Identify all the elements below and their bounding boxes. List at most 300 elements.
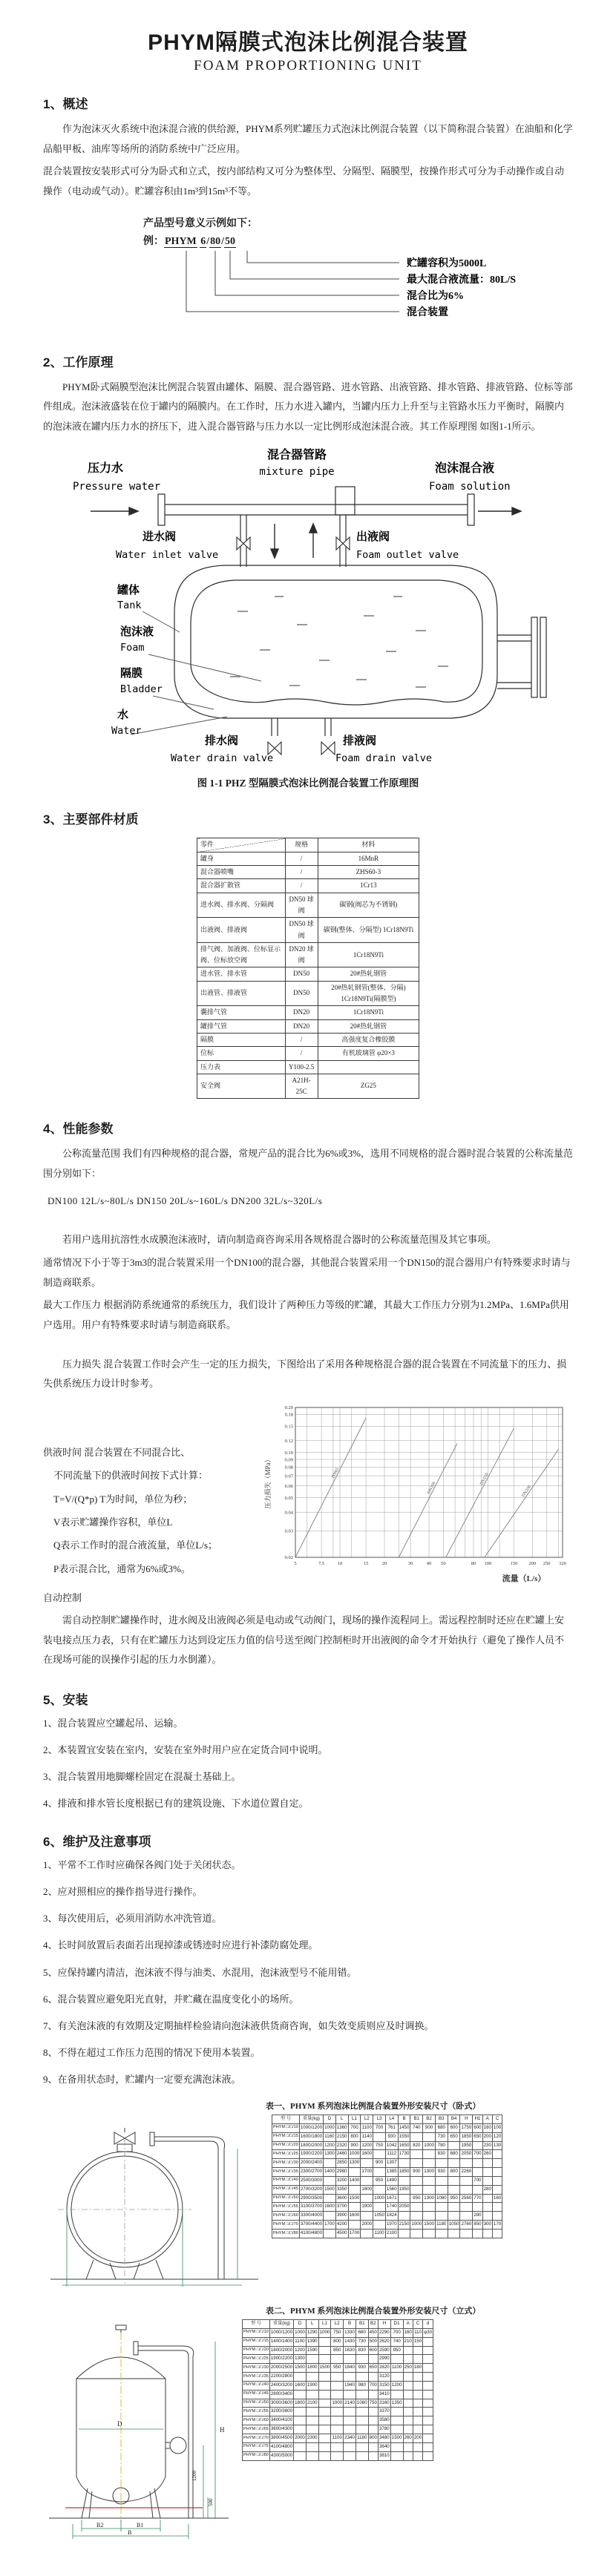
table-row — [243, 2408, 433, 2416]
table-cell — [324, 2194, 336, 2203]
table-cell: 2400/3200 — [269, 2381, 293, 2390]
table-cell: 2000/2400 — [299, 2159, 323, 2168]
table-cell — [306, 2425, 318, 2434]
table-cell: 750 — [331, 2328, 344, 2337]
table-row — [243, 2399, 433, 2408]
table-cell — [294, 2442, 307, 2451]
table-cell — [398, 2159, 410, 2168]
table-row — [272, 2203, 502, 2212]
table-cell: 950 — [410, 2194, 423, 2203]
table-cell — [403, 2381, 413, 2390]
table-cell: 1300 — [294, 2355, 307, 2364]
table-cell: 1000 — [348, 2150, 361, 2159]
column-header: D1 — [390, 2320, 403, 2329]
table-row — [243, 2364, 433, 2373]
table-cell: / — [285, 1033, 318, 1046]
table-2-row — [43, 2319, 573, 2542]
table-cell: 210 — [403, 2337, 413, 2346]
column-header: 型 号 — [272, 2115, 300, 2124]
table-cell: 180 — [482, 2123, 492, 2132]
table-cell: / — [285, 879, 318, 893]
table-cell: 450 — [368, 2328, 378, 2337]
table-cell: 1740 — [385, 2203, 398, 2212]
table-cell: 761 — [385, 2123, 398, 2132]
svg-text:0.06: 0.06 — [284, 1483, 293, 1489]
section-4-paragraph-4: 最大工作压力 根据消防系统通常的系统压力，我们设计了两种压力等级的贮罐，其最大工作压力分别为1.2MPa、1.6MPa供用户选用。用户有特殊要求时请与制造商联系。 — [43, 1299, 569, 1330]
valve-symbols — [237, 537, 350, 755]
column-header: L1 — [348, 2115, 361, 2124]
table-cell — [331, 2416, 344, 2425]
table-row — [243, 2355, 433, 2364]
table-cell: / — [285, 866, 318, 879]
table-cell: 3700/4400 — [299, 2221, 323, 2230]
svg-text:流量（L/s）: 流量（L/s） — [502, 1574, 546, 1583]
table-cell — [373, 2150, 386, 2159]
list-item: 1、平常不工作时应确保各阀门处于关闭状态。 — [43, 1859, 241, 1871]
table-cell: 950 — [390, 2346, 403, 2355]
table-cell — [344, 2390, 356, 2399]
table-cell: 1500 — [318, 2364, 331, 2373]
table-cell — [318, 2381, 331, 2390]
table-cell — [403, 2390, 413, 2399]
table-cell: PHYM □/□/60 — [243, 2416, 270, 2425]
list-item: 6、混合装置应避免阳光直射，并贮藏在温度变化小的场所。 — [43, 1993, 299, 2005]
table-cell: 1800 — [361, 2185, 373, 2194]
table-cell — [306, 2416, 318, 2425]
table-cell: 1850 — [460, 2132, 473, 2141]
table-cell: PHYM □/□/10 — [272, 2123, 300, 2132]
table-cell — [355, 2355, 368, 2364]
table-cell — [413, 2373, 422, 2382]
supply-time-block — [43, 1400, 261, 1611]
table-cell: 1590 — [306, 2346, 318, 2355]
table-cell — [318, 2416, 331, 2425]
table-cell: 1550 — [398, 2132, 410, 2141]
performance-row — [43, 1400, 573, 1611]
table-cell — [318, 2390, 331, 2399]
table-cell: PHYM □/□/35 — [243, 2373, 270, 2382]
table-cell: 1000 — [410, 2221, 423, 2230]
list-item: 2、应对照相应的操作指导进行操作。 — [43, 1886, 203, 1898]
table-cell: 1100 — [331, 2434, 344, 2443]
table-cell: 20#热轧钢管 — [318, 967, 419, 981]
table-cell — [361, 2230, 373, 2238]
section-1-heading: 1、概述 — [43, 97, 88, 111]
label-pressure-water-zh: 压力水 — [88, 462, 124, 476]
table-cell — [435, 2185, 448, 2194]
table-cell: 1940 — [344, 2381, 356, 2390]
table-cell: 3800/4500 — [269, 2434, 293, 2443]
table-cell: 2560 — [460, 2194, 473, 2203]
table-cell — [423, 2425, 433, 2434]
table-cell — [390, 2442, 403, 2451]
table-1-row — [43, 2115, 573, 2293]
auto-control-paragraph: 需自动控制贮罐操作时，进水阀及出液阀必须是电动或气动阀门，现场的操作流程同上。需远程控制时还应在贮罐上安装电接点压力表，只有在贮罐压力达到设定压力值的信号送至阀门控制柜时开出液阀的命令才开始执行（避免了操作人员不在现场可能的误操作引起的压力水倒灌）。 — [43, 1614, 565, 1666]
label-bladder-zh: 隔膜 — [120, 668, 143, 680]
table-cell: 1400 — [348, 2176, 361, 2185]
table-cell: PHYM □/□/30 — [243, 2364, 270, 2373]
list-item: 4、长时间放置后表面若出现掉漆或锈迹时应进行补漆防腐处理。 — [43, 1939, 318, 1951]
table-cell: PHYM □/□/75 — [243, 2442, 270, 2451]
table-cell: 1900 — [306, 2381, 318, 2390]
table-cell: 2200/2800 — [269, 2373, 293, 2382]
table-cell: 110 — [413, 2328, 422, 2337]
table-cell: 1080 — [355, 2399, 368, 2408]
table-cell: 1100 — [361, 2123, 373, 2132]
auto-control-heading: 自动控制 — [43, 1591, 82, 1603]
table-cell — [492, 2168, 502, 2177]
table-cell — [473, 2141, 482, 2150]
table-cell: 1400 — [324, 2168, 336, 2177]
table-cell: 1800/2000 — [299, 2141, 323, 2150]
table-row — [197, 879, 419, 893]
table-cell: 780 — [435, 2141, 448, 2150]
table-cell: PHYM □/□/70 — [272, 2221, 300, 2230]
table-cell — [318, 2346, 331, 2355]
table-row — [272, 2168, 502, 2177]
list-item: 3、混合装置用地脚螺栓固定在混凝土基础上。 — [43, 1771, 241, 1782]
table-cell: PHYM □/□/80 — [243, 2451, 270, 2460]
table-cell — [390, 2425, 403, 2434]
table-cell — [348, 2203, 361, 2212]
column-header: B1 — [355, 2320, 368, 2329]
table-cell: 1970 — [385, 2221, 398, 2230]
dim-label-500: 500 — [208, 2498, 214, 2507]
table-cell — [460, 2159, 473, 2168]
table-cell: 950 — [331, 2364, 344, 2373]
table-cell — [318, 2408, 331, 2416]
table-cell — [294, 2390, 307, 2399]
column-header: 材料 — [318, 838, 419, 852]
table-row — [197, 942, 419, 967]
table-cell: 2050 — [460, 2150, 473, 2159]
table-cell: PHYM □/□/55 — [243, 2408, 270, 2416]
label-tank-en: Tank — [117, 599, 142, 612]
table-cell — [410, 2230, 423, 2238]
table-cell — [410, 2132, 423, 2141]
model-diagram-intro: 产品型号意义示例如下： — [143, 217, 258, 229]
table-cell — [482, 2159, 492, 2168]
svg-text:0.04: 0.04 — [284, 1510, 293, 1516]
table-cell: 1307 — [385, 2159, 398, 2168]
figure-1-1 — [43, 441, 573, 767]
table-cell: 700 — [390, 2328, 403, 2337]
table-cell: 1490 — [385, 2176, 398, 2185]
table-cell — [403, 2425, 413, 2434]
data-table — [242, 2319, 433, 2461]
table-cell: 930 — [435, 2168, 448, 2177]
table-cell: DN50 — [285, 967, 318, 981]
column-header: L3 — [373, 2115, 386, 2124]
table-row — [243, 2328, 433, 2337]
table-cell — [331, 2355, 344, 2364]
dim-label-1200: 1200 — [191, 2471, 197, 2482]
table-cell: 1000/1200 — [269, 2328, 293, 2337]
svg-text:10: 10 — [337, 1560, 343, 1566]
table-cell: 600 — [473, 2123, 482, 2132]
table-cell: / — [285, 1047, 318, 1060]
table-cell — [448, 2159, 460, 2168]
section-4-paragraph-3: 通常情况下小于等于3m3的混合装置采用一个DN100的混合器，其他混合装置采用一个DN150的混合器用户有特殊要求时请与制造商联系。 — [43, 1256, 571, 1288]
table-cell — [473, 2203, 482, 2212]
table-cell: 1600 — [294, 2381, 307, 2390]
table-cell: 20#热轧钢管(整体、分隔) 1Cr18N9Ti(隔膜型) — [318, 981, 419, 1006]
table-cell: 1200 — [294, 2346, 307, 2355]
table-cell: PHYM □/□/15 — [272, 2132, 300, 2141]
table-cell: DN50 — [285, 981, 318, 1006]
table-cell: 3810 — [378, 2451, 390, 2460]
table-cell: 1100 — [390, 2364, 403, 2373]
table-cell: 1100 — [373, 2230, 386, 2238]
table-row — [272, 2141, 502, 2150]
model-seg-volume: 50 — [225, 235, 236, 247]
table-cell — [390, 2390, 403, 2399]
table-cell — [294, 2373, 307, 2382]
page-subtitle: FOAM PROPORTIONING UNIT — [194, 58, 422, 73]
label-water-en: Water — [111, 725, 142, 737]
table-cell — [423, 2434, 433, 2443]
table-cell — [348, 2168, 361, 2177]
table-row — [272, 2212, 502, 2221]
table-cell — [373, 2132, 386, 2141]
table-cell — [492, 2203, 502, 2212]
table-cell — [403, 2442, 413, 2451]
table-cell — [413, 2399, 422, 2408]
table-row — [243, 2442, 433, 2451]
table-row — [197, 866, 419, 879]
label-water-zh: 水 — [117, 709, 129, 722]
table-cell — [331, 2381, 344, 2390]
table-cell: DN50 球阀 — [285, 893, 318, 918]
table-cell — [423, 2355, 433, 2364]
table-cell: PHYM □/□/50 — [243, 2399, 270, 2408]
list-item: 1、混合装置应空罐起吊、运输。 — [43, 1717, 183, 1729]
table-cell — [413, 2408, 422, 2416]
table-cell: 1Cr18N9Ti — [318, 942, 419, 967]
table-cell: 高强度复合橡胶膜 — [318, 1033, 419, 1046]
table-cell: 1900 — [361, 2203, 373, 2212]
table-cell: 2320 — [335, 2141, 348, 2150]
table-cell: 2460 — [335, 2150, 348, 2159]
svg-text:200: 200 — [528, 1560, 537, 1566]
table-cell — [344, 2425, 356, 2434]
column-header: d — [423, 2320, 433, 2329]
table-cell: 2260 — [460, 2168, 473, 2177]
table-cell — [423, 2176, 436, 2185]
nominal-flow-ranges: DN100 12L/s~80L/s DN150 20L/s~160L/s DN200 32L/s~320L/s — [47, 1195, 323, 1206]
table-cell: 730 — [435, 2132, 448, 2141]
table-cell — [348, 2185, 361, 2194]
list-item: 9、在备用状态时，贮罐内一定要充满泡沫液。 — [43, 2073, 241, 2085]
table-cell: PHYM □/□/25 — [243, 2355, 270, 2364]
table-cell — [492, 2230, 502, 2238]
table-cell: 2000/2500 — [269, 2364, 293, 2373]
svg-text:0.12: 0.12 — [284, 1438, 293, 1444]
table-cell: 1Cr13 — [318, 879, 419, 893]
column-header: B — [398, 2115, 410, 2124]
label-foam-en: Foam — [120, 642, 145, 654]
table-cell — [390, 2451, 403, 2460]
svg-text:DN65: DN65 — [331, 1467, 341, 1479]
column-header: C — [492, 2115, 502, 2124]
table-cell — [368, 2425, 378, 2434]
model-seg-phym: PHYM — [165, 235, 197, 247]
table-cell — [423, 2381, 433, 2390]
table-cell: 600 — [368, 2346, 378, 2355]
svg-text:0.03: 0.03 — [284, 1528, 293, 1534]
table-cell: 1800 — [294, 2399, 307, 2408]
table-cell: 1000 — [294, 2328, 307, 2337]
table-cell: 1180 — [355, 2434, 368, 2443]
table-cell — [492, 2176, 502, 2185]
table-cell: 1100 — [294, 2337, 307, 2346]
table-cell: / — [285, 852, 318, 865]
table-cell — [423, 2451, 433, 2460]
table-cell: 250 — [403, 2364, 413, 2373]
list-item: 5、应保持罐内清洁，泡沫液不得与油类、水混用，泡沫液型号不能用错。 — [43, 1966, 357, 1978]
svg-text:0.18: 0.18 — [284, 1412, 293, 1418]
table-cell — [413, 2442, 422, 2451]
table-cell: 有机玻璃管 φ20×3 — [318, 1047, 419, 1060]
table-cell: 3410 — [378, 2390, 390, 2399]
table-cell — [482, 2230, 492, 2238]
column-header: B — [344, 2320, 356, 2329]
table-cell: 3200 — [335, 2176, 348, 2185]
table-cell — [368, 2390, 378, 2399]
section-3-heading: 3、主要部件材质 — [43, 812, 139, 827]
table-cell: 1500 — [390, 2434, 403, 2443]
data-table — [197, 838, 419, 1099]
table-cell: 500 — [368, 2337, 378, 2346]
table-cell — [324, 2212, 336, 2221]
list-item: T=V/(Q*p) T为时间，单位为秒； — [53, 1493, 193, 1505]
table-cell: 2850 — [335, 2159, 348, 2168]
table-cell — [361, 2194, 373, 2203]
table-cell — [331, 2390, 344, 2399]
table-cell — [482, 2212, 492, 2221]
table-row — [197, 893, 419, 918]
label-inlet-valve-zh: 进水阀 — [142, 531, 177, 544]
svg-text:5: 5 — [294, 1560, 297, 1566]
dim-label-B2: B2 — [96, 2522, 104, 2529]
table-cell: 800 — [448, 2168, 460, 2177]
table-cell — [423, 2337, 433, 2346]
model-seg-flow: 80 — [210, 235, 221, 247]
table-cell: 1200 — [324, 2141, 336, 2150]
table-cell: 1840 — [344, 2364, 356, 2373]
label-foam-zh: 泡沫液 — [120, 626, 154, 639]
table-row — [197, 981, 419, 1006]
table-cell — [318, 2451, 331, 2460]
table-cell — [448, 2176, 460, 2185]
table-cell — [492, 2159, 502, 2168]
table-cell: 2100 — [385, 2230, 398, 2238]
table-cell: 1000 — [373, 2194, 386, 2203]
table-cell — [318, 1060, 419, 1074]
table-cell: 3150 — [378, 2381, 390, 2390]
table-cell — [398, 2230, 410, 2238]
table-cell: 180 — [413, 2364, 422, 2373]
svg-text:0.02: 0.02 — [284, 1555, 293, 1561]
table-cell — [368, 2408, 378, 2416]
table-cell — [373, 2168, 386, 2177]
table-cell: φ30 — [423, 2328, 433, 2337]
table-cell: 3000/3600 — [269, 2399, 293, 2408]
svg-text:50: 50 — [441, 1560, 446, 1566]
table-cell: 680 — [355, 2328, 368, 2337]
table-cell: 1630 — [344, 2346, 356, 2355]
label-pressure-water-en: Pressure water — [73, 481, 161, 493]
list-item: V表示贮罐操作容积，单位L — [53, 1516, 173, 1528]
label-inlet-valve-en: Water inlet valve — [116, 549, 219, 562]
table-cell: 2590 — [378, 2346, 390, 2355]
table-cell — [410, 2185, 423, 2194]
table-cell: PHYM □/□/20 — [243, 2346, 270, 2355]
table-cell — [423, 2203, 436, 2212]
table-cell: 2000 — [361, 2221, 373, 2230]
table-row — [243, 2337, 433, 2346]
dimension-lines — [73, 2342, 215, 2539]
svg-text:40: 40 — [426, 1560, 432, 1566]
table-cell: PHYM □/□/20 — [272, 2141, 300, 2150]
table-row — [197, 1006, 419, 1019]
table-cell — [368, 2442, 378, 2451]
table-cell: 650 — [448, 2132, 460, 2141]
table-cell — [423, 2416, 433, 2425]
table-cell: 1000 — [331, 2399, 344, 2408]
model-label-ratio: 混合比为6% — [407, 290, 464, 302]
table-cell — [331, 2451, 344, 2460]
table-cell: 900 — [373, 2159, 386, 2168]
table-cell: 260 — [482, 2150, 492, 2159]
column-header: 零件 — [197, 838, 286, 852]
table-cell — [355, 2408, 368, 2416]
table-cell: 2820 — [378, 2364, 390, 2373]
table-cell: 1360 — [335, 2123, 348, 2132]
table-cell — [473, 2230, 482, 2238]
table-cell — [423, 2230, 436, 2238]
table-cell — [373, 2221, 386, 2230]
table-cell — [435, 2176, 448, 2185]
dim-label-B1: B1 — [137, 2522, 144, 2529]
table-cell: 850 — [331, 2346, 344, 2355]
table-cell — [413, 2390, 422, 2399]
table-row — [197, 1074, 419, 1099]
table-cell — [410, 2150, 423, 2159]
table-cell: 1350 — [390, 2399, 403, 2408]
table-cell: 3480 — [378, 2434, 390, 2443]
table-cell — [403, 2451, 413, 2460]
maintenance-list — [43, 1857, 573, 2088]
column-header: 重量(kg) — [269, 2320, 293, 2329]
table-cell — [410, 2176, 423, 2185]
table-row — [272, 2123, 502, 2132]
table-row — [272, 2150, 502, 2159]
table-cell — [390, 2416, 403, 2425]
table-cell: 1500 — [324, 2185, 336, 2194]
svg-text:0.08: 0.08 — [284, 1465, 293, 1471]
table-cell: 2150 — [335, 2132, 348, 2141]
table-cell: 1950 — [398, 2185, 410, 2194]
model-seg-ratio: 6 — [200, 235, 206, 247]
table-cell: 200 — [413, 2434, 422, 2443]
table-cell: 1290 — [306, 2328, 318, 2337]
table-cell: 1800 — [306, 2364, 318, 2373]
table-cell: 3640 — [378, 2442, 390, 2451]
table-cell: 1400/1400 — [269, 2337, 293, 2346]
section-4-heading: 4、性能参数 — [43, 1122, 114, 1137]
table-cell — [482, 2203, 492, 2212]
